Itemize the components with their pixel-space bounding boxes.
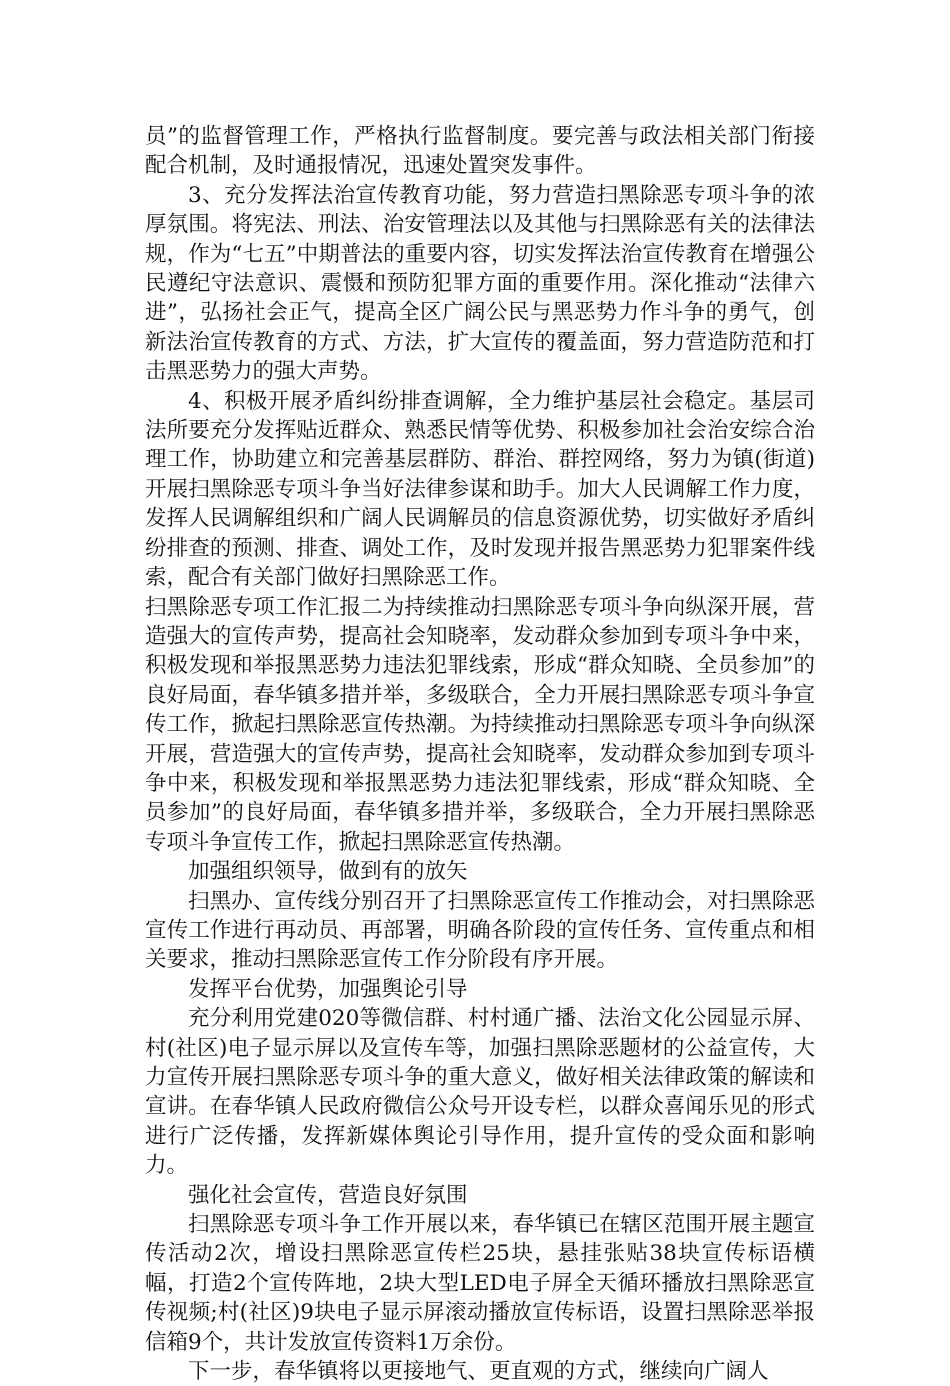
document-body <box>145 122 815 1386</box>
paragraph-dispute-mediation: 4、积极开展矛盾纠纷排查调解，全力维护基层社会稳定。基层司法所要充分发挥贴近群众、熟悉民情等优势、积极参加社会治安综合治理工作，协助建立和完善基层群防、群治、群控网络，努力为镇(街道)开展扫黑除恶专项斗争当好法律参谋和助手。加大人民调解工作力度，发挥人民调解组织和广阔人民调解员的信息资源优势，切实做好矛盾纠纷排查的预测、排查、调处工作，及时发现并报告黑恶势力犯罪案件线索，配合有关部门做好扫黑除恶工作。 <box>145 388 815 591</box>
paragraph-organization: 扫黑办、宣传线分别召开了扫黑除恶宣传工作推动会，对扫黑除恶宣传工作进行再动员、再部署，明确各阶段的宣传任务、宣传重点和相关要求，推动扫黑除恶宣传工作分阶段有序开展。 <box>145 888 815 973</box>
heading-organization: 加强组织领导，做到有的放矢 <box>188 859 468 885</box>
paragraph-social-publicity: 扫黑除恶专项斗争工作开展以来，春华镇已在辖区范围开展主题宣传活动2次，增设扫黑除恶宣传栏25块，悬挂张贴38块宣传标语横幅，打造2个宣传阵地，2块大型LED电子屏全天循环播放扫黑除恶宣传视频;村(社区)9块电子显示屏滚动播放宣传标语，设置扫黑除恶举报信箱9个，共计发放宣传资料1万余份。 <box>145 1212 815 1355</box>
paragraph-platform: 充分利用党建020等微信群、村村通广播、法治文化公园显示屏、村(社区)电子显示屏以及宣传车等，加强扫黑除恶题材的公益宣传，大力宣传开展扫黑除恶专项斗争的重大意义，做好相关法律政策的解读和宣讲。在春华镇人民政府微信公众号开设专栏，以群众喜闻乐见的形式进行广泛传播，发挥新媒体舆论引导作用，提升宣传的受众面和影响力。 <box>145 1006 815 1179</box>
paragraph-supervision: 员”的监督管理工作，严格执行监督制度。要完善与政法相关部门衔接配合机制，及时通报情况，迅速处置突发事件。 <box>145 124 815 179</box>
paragraph-next-step: 下一步，春华镇将以更接地气、更直观的方式，继续向广阔人 <box>188 1359 769 1385</box>
heading-social-publicity: 强化社会宣传，营造良好氛围 <box>188 1182 468 1208</box>
paragraph-report-two: 扫黑除恶专项工作汇报二为持续推动扫黑除恶专项斗争向纵深开展，营造强大的宣传声势，提高社会知晓率，发动群众参加到专项斗争中来，积极发现和举报黑恶势力违法犯罪线索，形成“群众知晓、全员参加”的良好局面，春华镇多措并举，多级联合，全力开展扫黑除恶专项斗争宣传工作，掀起扫黑除恶宣传热潮。为持续推动扫黑除恶专项斗争向纵深开展，营造强大的宣传声势，提高社会知晓率，发动群众参加到专项斗争中来，积极发现和举报黑恶势力违法犯罪线索，形成“群众知晓、全员参加”的良好局面，春华镇多措并举，多级联合，全力开展扫黑除恶专项斗争宣传工作，掀起扫黑除恶宣传热潮。 <box>145 594 815 855</box>
heading-platform: 发挥平台优势，加强舆论引导 <box>188 976 468 1002</box>
paragraph-legal-education: 3、充分发挥法治宣传教育功能，努力营造扫黑除恶专项斗争的浓厚氛围。将宪法、刑法、治安管理法以及其他与扫黑除恶有关的法律法规，作为“七五”中期普法的重要内容，切实发挥法治宣传教育在增强公民遵纪守法意识、震慑和预防犯罪方面的重要作用。深化推动“法律六进”，弘扬社会正气，提高全区广阔公民与黑恶势力作斗争的勇气，创新法治宣传教育的方式、方法，扩大宣传的覆盖面，努力营造防范和打击黑恶势力的强大声势。 <box>145 182 815 385</box>
